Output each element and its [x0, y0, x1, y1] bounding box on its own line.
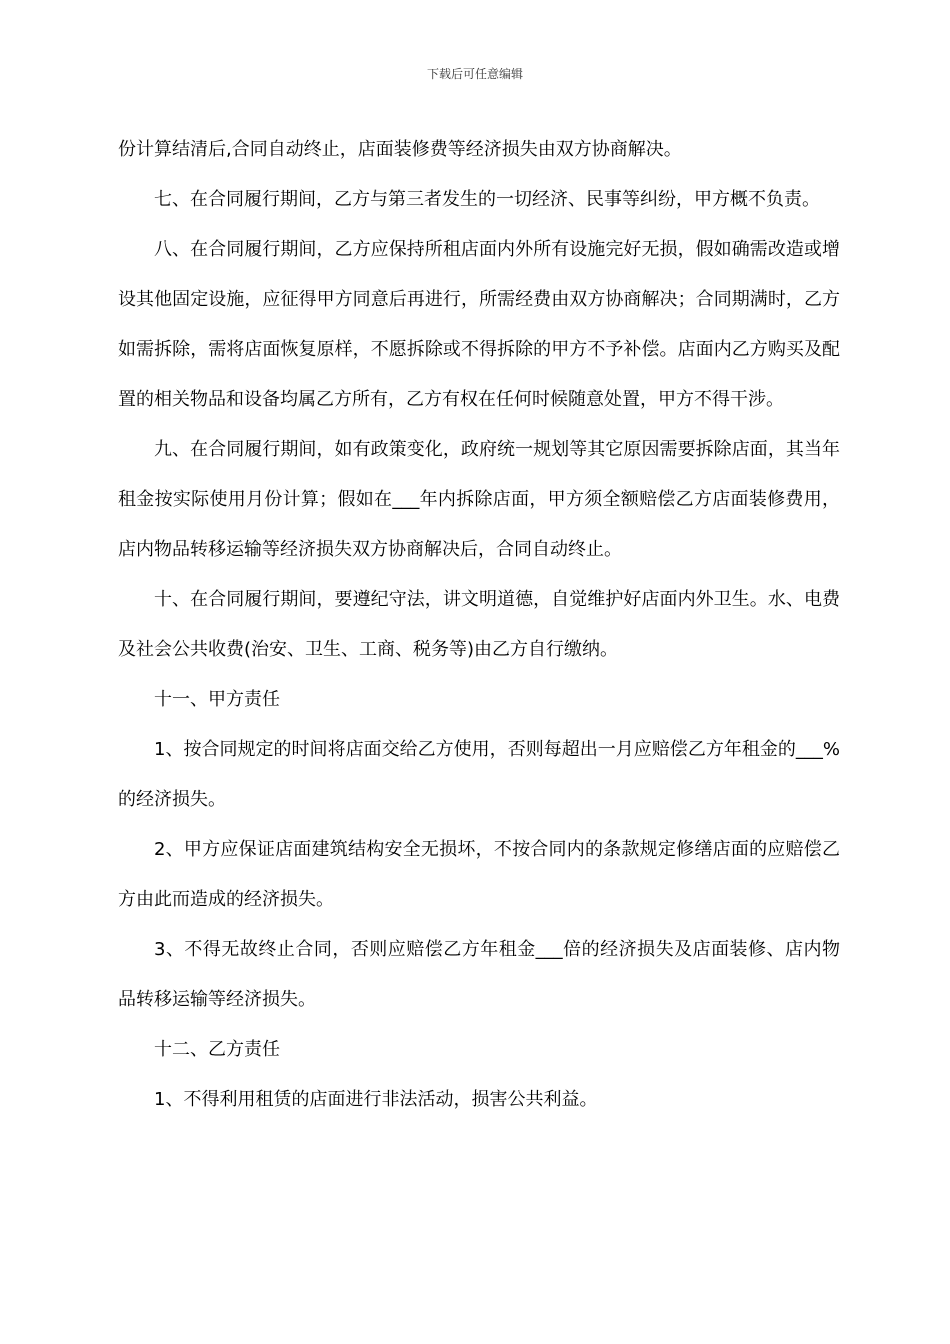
- paragraph-party-b-item-1: 1、不得利用租赁的店面进行非法活动，损害公共利益。: [154, 1089, 598, 1110]
- paragraph-clause-8: 八、在合同履行期间，乙方应保持所租店面内外所有设施完好无损，假如确需改造或增设其他固定设施，应征得甲方同意后再进行，所需经费由双方协商解决；合同期满时，乙方如需拆除，需将店面恢复原样，不愿拆除或不得拆除的甲方不予补偿。店面内乙方购买及配置的相关物品和设备均属乙方所有，乙方有权在任何时候随意处置，甲方不得干涉。: [118, 239, 840, 410]
- paragraph-settlement: 份计算结清后,合同自动终止，店面装修费等经济损失由双方协商解决。: [118, 139, 682, 160]
- document-body: [118, 125, 840, 1125]
- heading-party-b-duties: 十二、乙方责任: [154, 1039, 280, 1060]
- heading-party-a-duties: 十一、甲方责任: [154, 689, 280, 710]
- paragraph-clause-7: 七、在合同履行期间，乙方与第三者发生的一切经济、民事等纠纷，甲方概不负责。: [154, 189, 820, 210]
- paragraph-party-a-item-2: 2、甲方应保证店面建筑结构安全无损坏，不按合同内的条款规定修缮店面的应赔偿乙方由此而造成的经济损失。: [118, 839, 840, 910]
- page-header: 下载后可任意编辑: [426, 67, 523, 81]
- paragraph-clause-9: 九、在合同履行期间，如有政策变化，政府统一规划等其它原因需要拆除店面，其当年租金按实际使用月份计算；假如在___年内拆除店面，甲方须全额赔偿乙方店面装修费用，店内物品转移运输等经济损失双方协商解决后，合同自动终止。: [118, 439, 840, 560]
- paragraph-party-a-item-3: 3、不得无故终止合同，否则应赔偿乙方年租金___倍的经济损失及店面装修、店内物品转移运输等经济损失。: [118, 939, 840, 1010]
- paragraph-party-a-item-1: 1、按合同规定的时间将店面交给乙方使用，否则每超出一月应赔偿乙方年租金的___% 的经济损失。: [118, 739, 840, 810]
- paragraph-clause-10: 十、在合同履行期间，要遵纪守法，讲文明道德，自觉维护好店面内外卫生。水、电费及社会公共收费(治安、卫生、工商、税务等)由乙方自行缴纳。: [118, 589, 840, 660]
